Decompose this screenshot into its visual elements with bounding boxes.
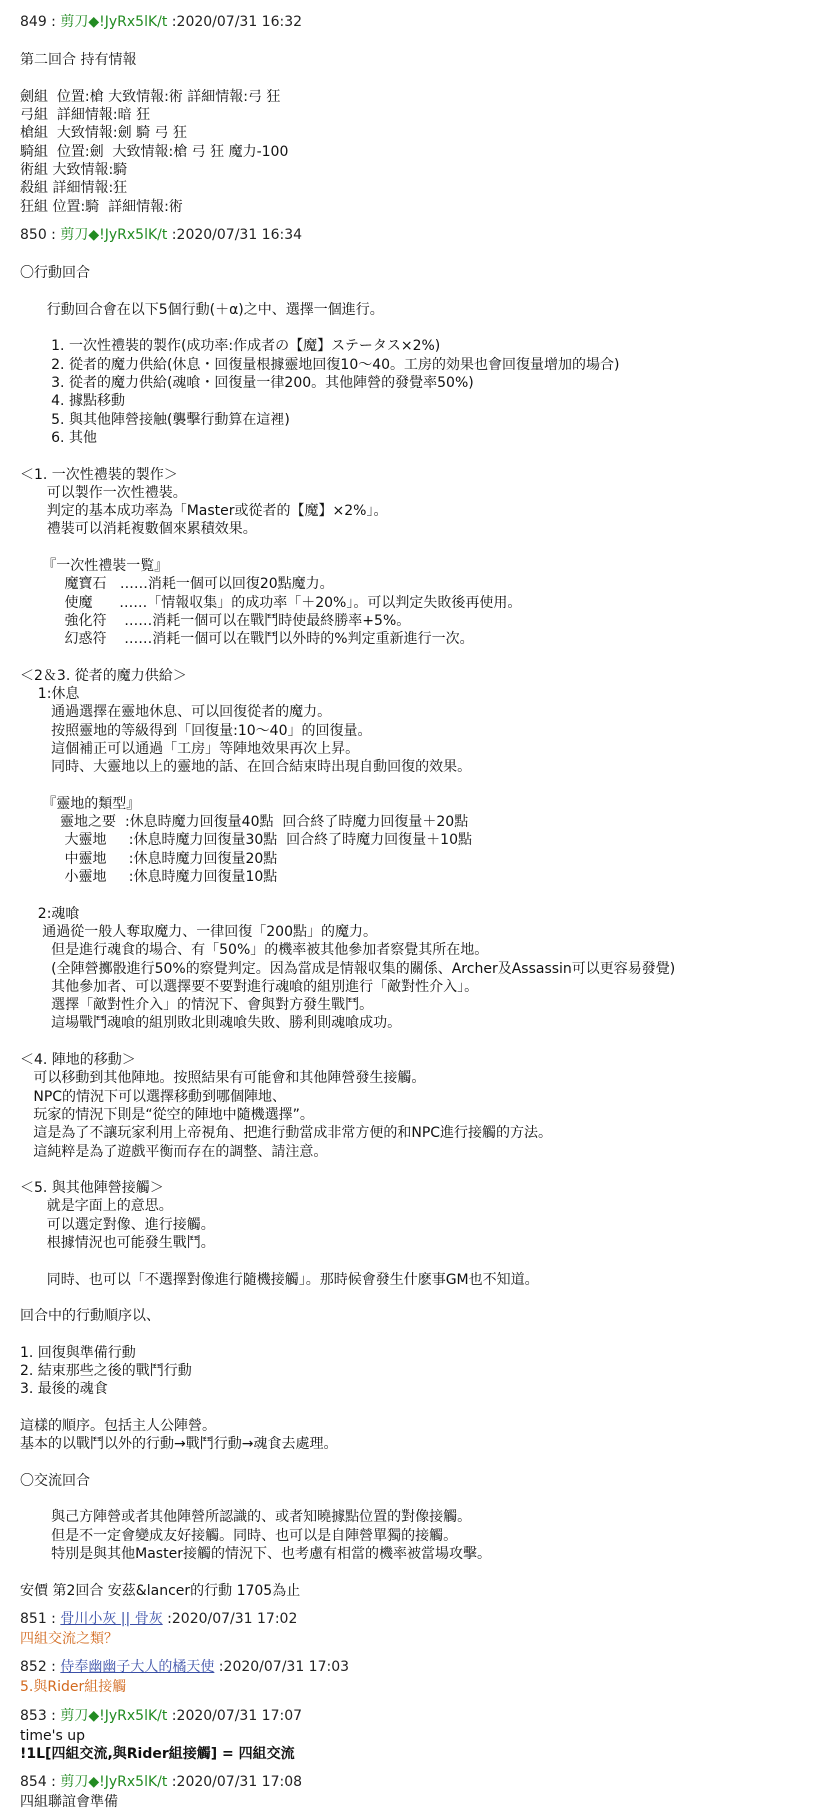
post-line: 這樣的順序。包括主人公陣營。 bbox=[20, 1417, 216, 1434]
post-line: 通過從一般人奪取魔力、一律回復「200點」的魔力。 bbox=[20, 923, 377, 940]
blank-line bbox=[20, 1161, 815, 1179]
post-line: 5. 與其他陣營接触(襲擊行動算在這裡) bbox=[20, 411, 290, 428]
post-line: 1. 一次性禮裝的製作(成功率:作成者の【魔】ステータス×2%) bbox=[20, 338, 441, 355]
post-line: ＜4. 陣地的移動＞ bbox=[20, 1052, 136, 1069]
post-number[interactable]: 850 bbox=[20, 226, 47, 243]
blank-line bbox=[20, 70, 815, 88]
post-body bbox=[20, 1727, 815, 1764]
post-line: 槍組 大致情報:劍 騎 弓 狂 bbox=[20, 125, 187, 142]
header-separator: : bbox=[167, 1707, 177, 1724]
post-line: 小靈地 :休息時魔力回復量10點 bbox=[20, 869, 278, 886]
post-line: 安價 第2回合 安茲&lancer的行動 1705為止 bbox=[20, 1582, 301, 1599]
post-number[interactable]: 851 bbox=[20, 1610, 47, 1627]
blank-line bbox=[20, 319, 815, 337]
post-number[interactable]: 852 bbox=[20, 1659, 47, 1676]
post-line: 4. 據點移動 bbox=[20, 393, 125, 410]
post-line: 其他參加者、可以選擇要不要對進行魂喰的組別進行「敵對性介入」。 bbox=[20, 978, 479, 995]
blank-line bbox=[20, 649, 815, 667]
header-separator: : bbox=[46, 14, 61, 30]
post-line: 與己方陣營或者其他陣營所認識的、或者知曉據點位置的對像接觸。 bbox=[20, 1509, 472, 1526]
post bbox=[20, 1657, 815, 1696]
post-line: 中靈地 :休息時魔力回復量20點 bbox=[20, 850, 278, 867]
header-separator: : bbox=[162, 1610, 172, 1627]
post-line: 這是為了不讓玩家利用上帝視角、把進行動當成非常方便的和NPC進行接觸的方法。 bbox=[20, 1125, 553, 1142]
post-line: 同時、大靈地以上的靈地的話、在回合結束時出現自動回復的效果。 bbox=[20, 759, 472, 776]
poster-name[interactable]: 侍奉幽幽子大人的橘天使 bbox=[60, 1659, 215, 1676]
poster-name[interactable]: 骨川小灰 || 骨灰 bbox=[60, 1610, 163, 1627]
post-line: 按照靈地的等級得到「回復量:10～40」的回復量。 bbox=[20, 722, 372, 739]
post-line: 1:休息 bbox=[20, 686, 80, 703]
post-line: 玩家的情況下則是“從空的陣地中隨機選擇”。 bbox=[20, 1106, 314, 1123]
post-line: 狂組 位置:騎 詳細情報:術 bbox=[20, 198, 183, 215]
post-number[interactable]: 854 bbox=[20, 1774, 47, 1791]
blank-line bbox=[20, 1289, 815, 1307]
post-line: 強化符 ……消耗一個可以在戰鬥時使最終勝率+5%。 bbox=[20, 612, 411, 629]
post-line: 殺組 詳細情報:狂 bbox=[20, 180, 128, 197]
post bbox=[20, 1609, 815, 1648]
post-line: 大靈地 :休息時魔力回復量30點 回合終了時魔力回復量＋10點 bbox=[20, 832, 472, 849]
post-line: 就是字面上的意思。 bbox=[20, 1198, 173, 1215]
post-line: 四組聯誼會準備 bbox=[20, 1794, 118, 1811]
post-line: 6. 其他 bbox=[20, 429, 97, 446]
post-line: 使魔 ……「情報収集」的成功率「＋20%」。可以判定失敗後再使用。 bbox=[20, 594, 522, 611]
blank-line bbox=[20, 777, 815, 795]
post-header bbox=[20, 225, 815, 246]
blank-line bbox=[20, 1490, 815, 1508]
post-header bbox=[20, 1772, 815, 1793]
post-line: 2:魂喰 bbox=[20, 905, 80, 922]
poster-name: 剪刀◆!JyRx5lK/t bbox=[60, 226, 168, 243]
post-line: 3. 從者的魔力供給(魂喰・回復量一律200。其他陣營的發覺率50%) bbox=[20, 375, 474, 392]
poster-name: 剪刀◆!JyRx5lK/t bbox=[60, 14, 168, 30]
header-separator: : bbox=[46, 1774, 61, 1791]
post-line: 特別是與其他Master接觸的情況下、也考慮有相當的機率被當場攻擊。 bbox=[20, 1546, 491, 1563]
post-date: 2020/07/31 17:07 bbox=[176, 1707, 303, 1724]
header-separator: : bbox=[214, 1659, 224, 1676]
post-header bbox=[20, 1706, 815, 1727]
blank-line bbox=[20, 1033, 815, 1051]
post-line: 第二回合 持有情報 bbox=[20, 52, 137, 69]
post-line: 行動回合會在以下5個行動(＋α)之中、選擇一個進行。 bbox=[20, 301, 384, 318]
blank-line bbox=[20, 447, 815, 465]
blank-line bbox=[20, 1252, 815, 1270]
header-separator: : bbox=[46, 1659, 61, 1676]
post-body bbox=[20, 33, 815, 216]
post-line: 但是不一定會變成友好接觸。同時、也可以是自陣營單獨的接觸。 bbox=[20, 1527, 458, 1544]
blank-line bbox=[20, 246, 815, 264]
post-line: 同時、也可以「不選擇對像進行隨機接觸」。那時候會發生什麽事GM也不知道。 bbox=[20, 1271, 539, 1288]
header-separator: : bbox=[46, 1707, 61, 1724]
post-line: ＜2＆3. 從者的魔力供給＞ bbox=[20, 667, 187, 684]
post-line: 這場戰鬥魂喰的組別敗北則魂喰失敗、勝利則魂喰成功。 bbox=[20, 1015, 402, 1032]
post-line: 騎組 位置:劍 大致情報:槍 弓 狂 魔力-100 bbox=[20, 143, 289, 160]
post-line: 〇行動回合 bbox=[20, 265, 90, 282]
header-separator: : bbox=[46, 226, 61, 243]
post-line: 劍組 位置:槍 大致情報:術 詳細情報:弓 狂 bbox=[20, 88, 281, 105]
post-line: NPC的情況下可以選擇移動到哪個陣地、 bbox=[20, 1088, 287, 1105]
post-line: 『一次性禮裝一覧』 bbox=[20, 558, 169, 575]
post-line: 〇交流回合 bbox=[20, 1472, 90, 1489]
post-line: 回合中的行動順序以、 bbox=[20, 1308, 160, 1325]
post-line: ＜1. 一次性禮裝的製作＞ bbox=[20, 466, 178, 483]
header-separator: : bbox=[46, 1610, 61, 1627]
post-body bbox=[20, 1678, 815, 1696]
post-line: 魔寶石 ……消耗一個可以回復20點魔力。 bbox=[20, 576, 334, 593]
post-line: 2. 結束那些之後的戰鬥行動 bbox=[20, 1363, 192, 1380]
post-line: 『靈地的類型』 bbox=[20, 795, 141, 812]
blank-line bbox=[20, 1325, 815, 1343]
post-line: 選擇「敵對性介入」的情況下、會與對方發生戰鬥。 bbox=[20, 997, 374, 1014]
blank-line bbox=[20, 886, 815, 904]
post-line: time's up bbox=[20, 1727, 85, 1744]
post bbox=[20, 1772, 815, 1811]
post-line: 通過選擇在靈地休息、可以回復從者的魔力。 bbox=[20, 704, 332, 721]
post-line: 這純粹是為了遊戲平衡而存在的調整、請注意。 bbox=[20, 1143, 328, 1160]
post-line: 但是進行魂食的場合、有「50%」的機率被其他參加者察覺其所在地。 bbox=[20, 942, 489, 959]
post-date: 2020/07/31 17:08 bbox=[176, 1774, 303, 1791]
post-line: 這個補正可以通過「工房」等陣地效果再次上昇。 bbox=[20, 740, 360, 757]
header-separator: : bbox=[167, 14, 177, 30]
post-line: (全陣營擲骰進行50%的察覺判定。因為當成是情報収集的關係、Archer及Assassin可以更容易發覺) bbox=[20, 960, 676, 977]
post-line: 1. 回復與準備行動 bbox=[20, 1344, 136, 1361]
poster-name: 剪刀◆!JyRx5lK/t bbox=[60, 1707, 168, 1724]
post-line: 可以製作一次性禮裝。 bbox=[20, 484, 187, 501]
post-date: 2020/07/31 16:34 bbox=[176, 226, 303, 243]
blank-line bbox=[20, 539, 815, 557]
post-body bbox=[20, 246, 815, 1600]
post bbox=[20, 225, 815, 1600]
post-line: 5.與Rider組接觸 bbox=[20, 1679, 127, 1696]
post-line: 弓組 詳細情報:暗 狂 bbox=[20, 107, 151, 124]
blank-line bbox=[20, 283, 815, 301]
post-number[interactable]: 849 bbox=[20, 14, 47, 30]
post-date: 2020/07/31 17:02 bbox=[171, 1610, 298, 1627]
post-number[interactable]: 853 bbox=[20, 1707, 47, 1724]
header-separator: : bbox=[167, 1774, 177, 1791]
post-date: 2020/07/31 16:32 bbox=[176, 14, 303, 30]
post-header bbox=[20, 12, 815, 33]
post-body bbox=[20, 1793, 815, 1811]
post bbox=[20, 12, 815, 216]
post-line: 禮裝可以消耗複數個來累積效果。 bbox=[20, 521, 257, 538]
header-separator: : bbox=[167, 226, 177, 243]
post-date: 2020/07/31 17:03 bbox=[223, 1659, 350, 1676]
post-line: 可以移動到其他陣地。按照結果有可能會和其他陣營發生接觸。 bbox=[20, 1070, 426, 1087]
post-line: !1L[四組交流,與Rider組接觸] = 四組交流 bbox=[20, 1745, 295, 1762]
blank-line bbox=[20, 33, 815, 51]
post-list bbox=[20, 12, 815, 1811]
blank-line bbox=[20, 1399, 815, 1417]
post-header bbox=[20, 1657, 815, 1678]
post-line: 幻惑符 ……消耗一個可以在戰鬥以外時的%判定重新進行一次。 bbox=[20, 631, 474, 648]
poster-name: 剪刀◆!JyRx5lK/t bbox=[60, 1774, 168, 1791]
post bbox=[20, 1706, 815, 1764]
post-line: 3. 最後的魂食 bbox=[20, 1381, 108, 1398]
post-header bbox=[20, 1609, 815, 1630]
blank-line bbox=[20, 1563, 815, 1581]
post-line: ＜5. 與其他陣營接觸＞ bbox=[20, 1180, 164, 1197]
post-line: 四組交流之類？ bbox=[20, 1630, 118, 1647]
post-body bbox=[20, 1630, 815, 1648]
post-line: 根據情況也可能發生戰鬥。 bbox=[20, 1235, 215, 1251]
blank-line bbox=[20, 1454, 815, 1472]
post-line: 術組 大致情報:騎 bbox=[20, 162, 128, 179]
post-line: 判定的基本成功率為「Master或從者的【魔】×2%」。 bbox=[20, 503, 388, 520]
post-line: 靈地之要 :休息時魔力回復量40點 回合終了時魔力回復量＋20點 bbox=[20, 814, 469, 831]
post-line: 可以選定對像、進行接觸。 bbox=[20, 1216, 215, 1233]
post-line: 2. 從者的魔力供給(休息・回復量根據靈地回復10～40。工房的効果也會回復量增加的場合) bbox=[20, 356, 620, 373]
post-line: 基本的以戰鬥以外的行動→戰鬥行動→魂食去處理。 bbox=[20, 1436, 338, 1453]
